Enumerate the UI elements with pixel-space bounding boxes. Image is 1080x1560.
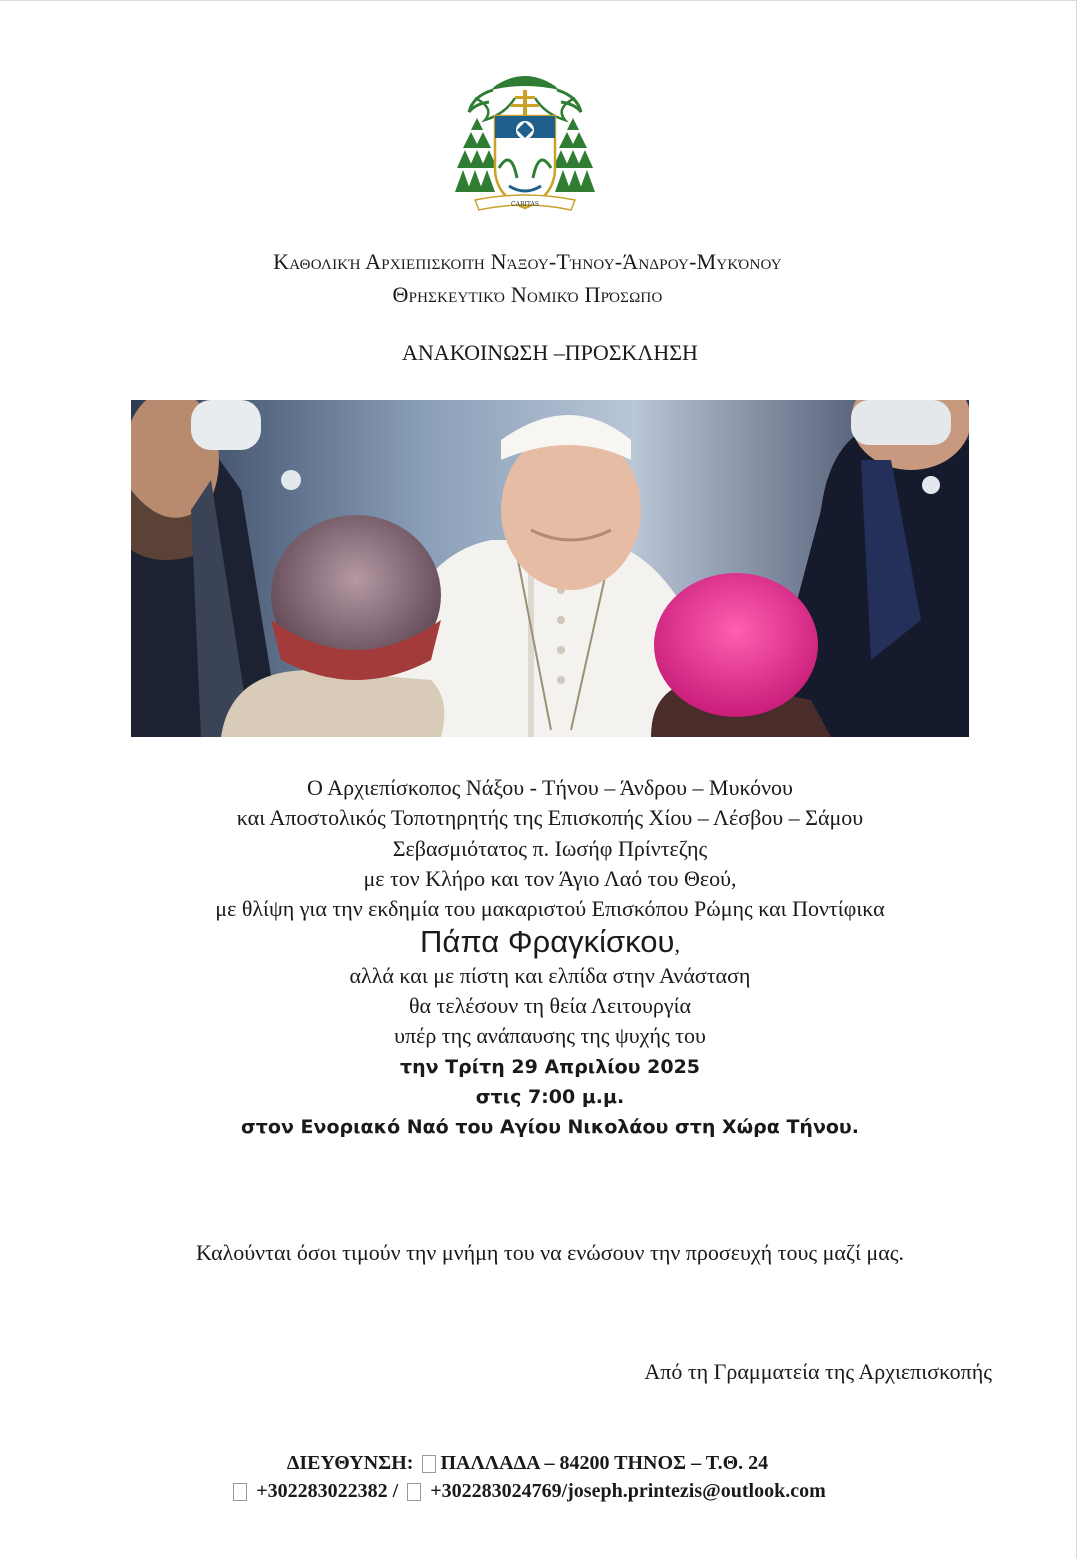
pope-photo [131,400,969,737]
phone-1: +302283022382 / [256,1480,399,1502]
body-line-administrator: και Αποστολικός Τοποτηρητής της Επισκοπής Χίου – Λέσβου – Σάμου [236,805,864,831]
body-line-grief: με θλίψη για την εκδημία του μακαριστού Επισκόπου Ρώμης και Ποντίφικα [215,896,885,922]
pope-comma: , [674,932,680,958]
pope-name: Πάπα Φραγκίσκου [420,924,675,960]
announcement-body [0,773,1080,1142]
coat-of-arms-icon [455,68,595,228]
event-place: στον Ενοριακό Ναό του Αγίου Νικολάου στη Χώρα Τήνου. [241,1115,859,1138]
body-line-repose: υπέρ της ανάπαυσης της ψυχής του [394,1023,706,1049]
organization-name: Καθολική Αρχιεπισκοπή Νάξου-Τήνου-Άνδρου-Μυκόνου [273,249,782,274]
event-date: την Τρίτη 29 Απριλίου 2025 [399,1055,701,1078]
organization-type: Θρησκευτικό Νομικό Πρόσωπο [392,282,663,307]
event-time: στις 7:00 μ.μ. [475,1085,625,1108]
phone-2-email: +302283024769/joseph.printezis@outlook.com [430,1480,826,1502]
address-label: ΔΙΕΥΘΥΝΣΗ: [286,1452,414,1474]
body-line-liturgy: θα τελέσουν τη θεία Λειτουργία [408,993,692,1019]
address-value: ΠΑΛΛΑΔΑ – 84200 ΤΗΝΟΣ – Τ.Θ. 24 [440,1452,769,1474]
pope-name-line [0,924,1080,960]
notice-title: ΑΝΑΚΟΙΝΩΣΗ –ΠΡΟΣΚΛΗΣΗ [402,340,698,365]
location-icon [422,1455,436,1473]
phone-icon [233,1483,247,1501]
crest-motto: CARITAS [511,201,539,208]
signature: Από τη Γραμματεία της Αρχιεπισκοπής [644,1359,992,1384]
body-line-archbishop: Ο Αρχιεπίσκοπος Νάξου - Τήνου – Άνδρου – Μυκόνου [307,775,793,800]
fax-icon [407,1483,421,1501]
body-line-clergy: με τον Κλήρο και τον Άγιο Λαό του Θεού, [363,865,737,891]
invitation-text: Καλούνται όσοι τιμούν την μνήμη του να ενώσουν την προσευχή τους μαζί μας. [196,1240,904,1265]
footer-address [0,1452,1055,1475]
body-line-name: Σεβασμιότατος π. Ιωσήφ Πρίντεζης [392,835,708,861]
footer-contacts [0,1480,1055,1503]
body-line-faith: αλλά και με πίστη και ελπίδα στην Ανάσταση [349,962,751,988]
